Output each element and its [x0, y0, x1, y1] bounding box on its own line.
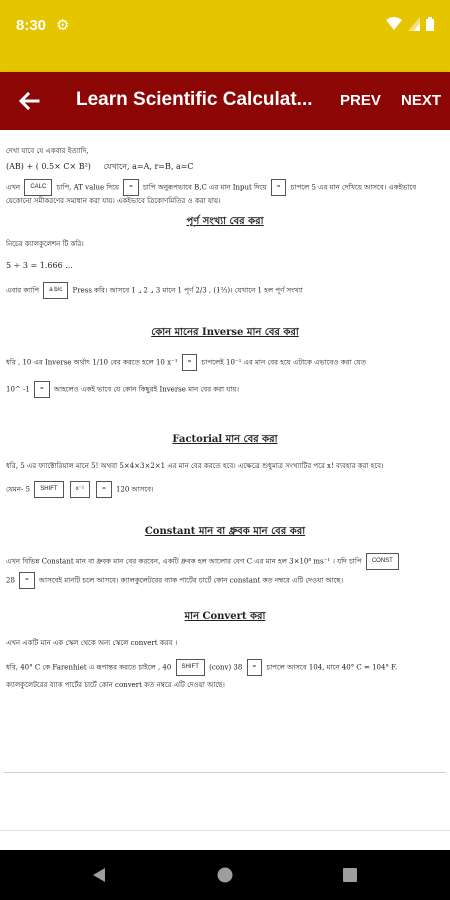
heading-constant: Constant মান বা ধ্রুবক মান বের করা: [144, 526, 306, 537]
settings-gear-icon: ⚙: [56, 16, 70, 34]
equals-key-3: =: [182, 354, 198, 371]
intro-vars: যেখানে, a=A, r=B, a=C: [103, 161, 194, 171]
inv-paragraph-2: [6, 381, 444, 398]
calc-mid-text: চাপি, AT value দিয়ে: [56, 183, 120, 191]
article-content: [0, 130, 450, 850]
next-button[interactable]: NEXT: [401, 92, 442, 109]
const-p2-pre: 28: [6, 576, 15, 585]
prev-button[interactable]: PREV: [340, 92, 381, 109]
inv-p1-pre: ধরি , 10 এর Inverse অর্থাৎ 1/10 বের করতে হলে 10 x⁻¹: [6, 358, 178, 366]
shift-key: SHIFT: [34, 481, 63, 498]
battery-icon: [426, 17, 434, 31]
const-paragraph-2: [6, 572, 444, 589]
system-nav-bar: [0, 850, 450, 900]
x-inverse-key: x⁻¹: [70, 481, 90, 498]
int-p2-post: Press করি। আসবে 1 ⌟ 2 ⌟ 3 মানে 1 পূর্ণ 2/3 , (1⅔)। যেখানে 1 হল পূর্ণ সংখ্যা: [72, 286, 303, 294]
conv-p2-mid: (conv) 38: [209, 663, 243, 671]
int-paragraph-1: নিচের ক্যালকুলেশন টি করি।: [6, 240, 84, 248]
content-divider: [4, 772, 446, 773]
calc-mid2-text: চাপি অনুরূপভাবে B,C এর মান Input দিয়ে: [143, 183, 267, 191]
equals-key: =: [123, 179, 139, 196]
inv-paragraph-1: [6, 354, 444, 371]
conv-paragraph-2: [6, 659, 444, 676]
int-formula: 5 ÷ 3 = 1.666 ...: [6, 260, 73, 270]
intro-formula: (AB) + ( 0.5× C× B²): [6, 161, 91, 171]
calc-pre-text: এখন: [6, 183, 21, 191]
int-paragraph-2: [6, 282, 444, 299]
conv-paragraph-1: এখন একটি মান এক স্কেল থেকে অন্য স্কেলে convert করব ।: [6, 639, 178, 647]
fact-p2-post: 120 আসবে।: [115, 485, 154, 494]
const-p2-post: আসবেই মানটি চলে আসবে। ক্যালকুলেটরের ব্যাক পার্টের চার্টে কোন constant কত নম্বরে এটি দেওয়া আছে।: [38, 576, 344, 585]
conv-p2-post: চাপলে আসবে 104, মানে 40° C = 104° F.: [266, 663, 398, 671]
abc-key: a b/c: [43, 282, 68, 299]
heading-inverse: কোন মানের Inverse মান বের করা: [151, 326, 299, 338]
calc-paragraph: [6, 179, 444, 207]
back-arrow-icon[interactable]: [14, 86, 44, 116]
nav-recents-icon[interactable]: [343, 868, 357, 882]
bottom-divider: [0, 830, 450, 831]
fact-paragraph-1: ধরি, 5 এর ফ্যাক্টোরিয়াল মানে 5! অথবা 5×4×3×2×1 এর মান বের করতে হবে। এক্ষেত্রে শুধুমাত্র সংখ্যাটির পরে x! ব্যবহার করা হবে।: [6, 461, 384, 470]
const-p1-text: এখন বিভিন্ন Constant মান বা ধ্রুবক মান বের করবেন, একটি ধ্রুবক হল আলোর বেগ C এর মান হল 3×10⁸ ms⁻¹ । যদি চাপি: [6, 557, 362, 566]
const-key: CONST: [366, 553, 399, 570]
inv-p2-post: আহলেও একই ভাবে যে কোন কিছুরই Inverse মান বের করা যায়।: [53, 385, 239, 393]
const-paragraph-1: [6, 553, 444, 570]
shift-key-2: SHIFT: [176, 659, 205, 676]
equals-key-4: =: [34, 381, 50, 398]
heading-integer: পূর্ণ সংখ্যা বের করা: [186, 216, 264, 227]
status-time: 8:30: [16, 17, 47, 34]
status-bar: [0, 0, 450, 72]
inv-p1-post: চাপলেই 10⁻¹ এর মান বের হয়ে এটাকে এভাবেও করা যেত: [201, 358, 366, 366]
wifi-icon: [386, 17, 402, 31]
heading-convert: মান Convert করা: [184, 611, 266, 622]
equals-key-2: =: [271, 179, 287, 196]
conv-paragraph-3: ক্যালকুলেটরের ব্যাক পার্টের চার্টে কোন convert কত নম্বরে এটি দেওয়া আছে।: [6, 680, 225, 689]
intro-line: দেখা যাবে যে একবার ইত্যাদি,: [6, 147, 89, 155]
equals-key-7: =: [247, 659, 263, 676]
fact-p2-pre: যেমন- 5: [6, 485, 30, 494]
cell-signal-icon: [408, 17, 420, 31]
status-icons: [386, 17, 434, 31]
inv-p2-pre: 10^ -1: [6, 385, 30, 393]
fact-paragraph-2: [6, 481, 444, 498]
nav-home-icon[interactable]: [217, 867, 233, 883]
int-p2-pre: এবার ক্যাপি: [6, 286, 40, 294]
equals-key-5: =: [96, 481, 112, 498]
nav-back-icon[interactable]: [91, 867, 107, 883]
calc-post-text: চাপলে 5 এর মান দেখিয়ে আসবে। একইভাবে যেকোনো সমীকরণের সমাধান করা যায়। একইভাবে ত্রিকোণমিতির ও করা যায়।: [6, 183, 417, 205]
app-bar: [0, 72, 450, 130]
heading-factorial: Factorial মান বের করা: [172, 433, 278, 445]
page-title: Learn Scientific Calculat...: [76, 89, 313, 110]
conv-p2-pre: ধরি, 40° C কে Farenhiet এ রূপান্তর করতে চাইলে , 40: [6, 663, 172, 671]
equals-key-6: =: [19, 572, 35, 589]
calc-key: CALC: [24, 179, 52, 196]
intro-formula-line: [6, 161, 444, 173]
